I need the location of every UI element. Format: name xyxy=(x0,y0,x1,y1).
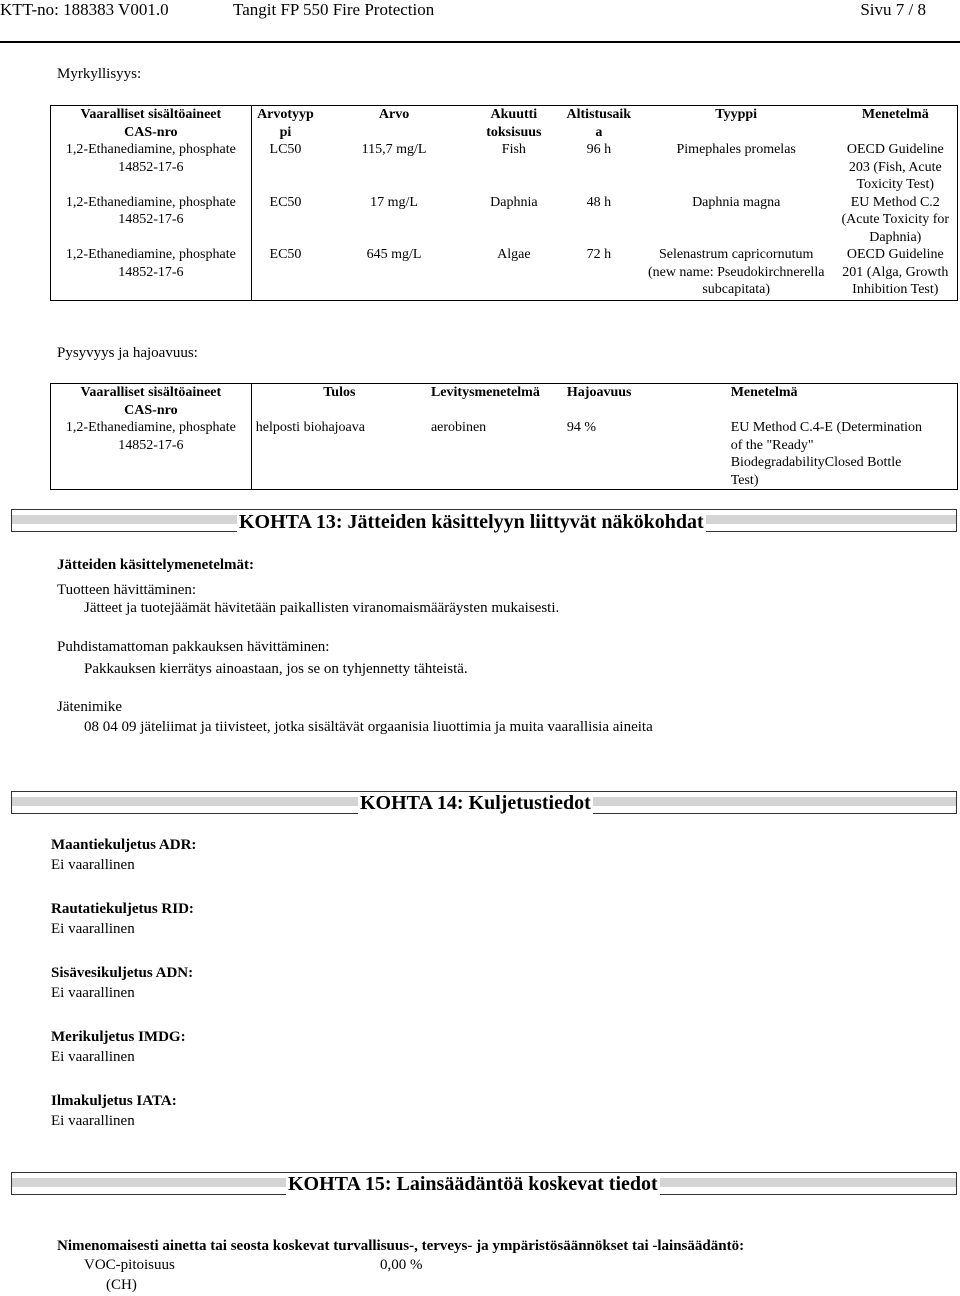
value: 115,7 mg/L xyxy=(361,142,427,157)
transport-label-rid: Rautatiekuljetus RID: xyxy=(51,901,194,917)
col-degradability: Hajoavuus xyxy=(566,385,632,400)
waste-code-text: 08 04 09 jäteliimat ja tiivisteet, jotka sisältävät orgaanisia liuottimia ja muita vaarallisia aineita xyxy=(84,719,653,735)
value: 17 mg/L xyxy=(370,194,418,210)
substance-name: 1,2-Ethanediamine, phosphate xyxy=(65,142,236,157)
page-header xyxy=(0,0,960,22)
product-disposal-label: Tuotteen hävittäminen: xyxy=(57,582,197,598)
waste-methods-label: Jätteiden käsittelymenetelmät: xyxy=(57,557,255,573)
method-line: Inhibition Test) xyxy=(852,282,939,297)
acute-toxicity: Algae xyxy=(497,247,531,262)
value-type: EC50 xyxy=(251,246,319,301)
col-value-type-2: pi xyxy=(279,124,292,140)
section-14-title: KOHTA 14: Kuljetustiedot xyxy=(360,792,591,814)
col-acute-2: toksisuus xyxy=(486,124,542,140)
voc-note: (CH) xyxy=(106,1277,137,1293)
transport-label-imdg: Merikuljetus IMDG: xyxy=(51,1029,186,1045)
value-type: EC50 xyxy=(251,194,319,247)
col-species: Tyyppi xyxy=(715,107,758,122)
species: Selenastrum capricornutum xyxy=(659,247,814,262)
toxicity-heading: Myrkyllisyys: xyxy=(57,66,142,82)
packaging-disposal-text: Pakkauksen kierrätys ainoastaan, jos se on tyhjennetty tähteistä. xyxy=(84,661,468,677)
cas-number: 14852-17-6 xyxy=(118,264,184,280)
transport-label-iata: Ilmakuljetus IATA: xyxy=(51,1093,177,1109)
method-line: of the "Ready" xyxy=(730,437,814,453)
transport-value-rid: Ei vaarallinen xyxy=(51,921,135,937)
regulations-label: Nimenomaisesti ainetta tai seosta koskevat turvallisuus-, terveys- ja ympäristösäännökset tai -lainsäädäntö: xyxy=(57,1238,745,1254)
degradability: 94 % xyxy=(566,420,597,435)
substance-name: 1,2-Ethanediamine, phosphate xyxy=(65,247,236,262)
voc-value: 0,00 % xyxy=(380,1257,423,1273)
col-cas: CAS-nro xyxy=(124,402,178,418)
col-exposure-2: a xyxy=(595,124,603,140)
method-line: OECD Guideline xyxy=(846,142,944,157)
product-name: Tangit FP 550 Fire Protection xyxy=(233,0,435,19)
exposure-time: 72 h xyxy=(586,247,612,262)
method-line: 201 (Alga, Growth xyxy=(842,264,949,280)
exposure-time: 96 h xyxy=(586,142,612,157)
acute-toxicity: Daphnia xyxy=(490,194,538,210)
species: Pimephales promelas xyxy=(676,142,796,157)
substance-name: 1,2-Ethanediamine, phosphate xyxy=(65,194,236,210)
header-rule xyxy=(0,41,960,43)
table-row xyxy=(51,194,958,247)
toxicity-table xyxy=(50,105,958,301)
col-method: Menetelmä xyxy=(861,107,929,122)
species: Daphnia magna xyxy=(692,194,781,210)
product-disposal-text: Jätteet ja tuotejäämät hävitetään paikallisten viranomaismääräysten mukaisesti. xyxy=(84,600,560,616)
col-cas: CAS-nro xyxy=(124,124,178,140)
waste-code-label: Jätenimike xyxy=(57,699,122,715)
method-line: BiodegradabilityClosed Bottle xyxy=(730,455,902,470)
substance-name: 1,2-Ethanediamine, phosphate xyxy=(65,420,236,435)
col-acute-1: Akuutti xyxy=(490,107,538,122)
table-row xyxy=(51,419,958,490)
cas-number: 14852-17-6 xyxy=(118,437,184,453)
species: (new name: Pseudokirchnerella xyxy=(647,264,825,280)
exposure-time: 48 h xyxy=(586,194,612,210)
transport-value-imdg: Ei vaarallinen xyxy=(51,1049,135,1065)
toxicity-header-row xyxy=(51,106,958,142)
acute-toxicity: Fish xyxy=(501,142,526,157)
method-line: OECD Guideline xyxy=(846,247,944,262)
col-result: Tulos xyxy=(251,384,427,420)
table-row xyxy=(51,246,958,301)
method-line: EU Method C.4-E (Determination xyxy=(730,420,922,435)
table-row xyxy=(51,141,958,194)
section-15-title: KOHTA 15: Lainsäädäntöä koskevat tiedot xyxy=(288,1173,658,1195)
section-13-title: KOHTA 13: Jätteiden käsittelyyn liittyvät näkökohdat xyxy=(239,511,704,533)
method-line: Toxicity Test) xyxy=(856,177,935,192)
value: 645 mg/L xyxy=(366,247,422,262)
persistence-header-row xyxy=(51,384,958,420)
transport-value-adr: Ei vaarallinen xyxy=(51,857,135,873)
method-line: EU Method C.2 xyxy=(850,194,940,210)
species: subcapitata) xyxy=(702,282,770,297)
packaging-disposal-label: Puhdistamattoman pakkauksen hävittäminen: xyxy=(57,639,330,655)
method-line: Daphnia) xyxy=(869,229,922,245)
document-id: KTT-no: 188383 V001.0 xyxy=(0,0,169,19)
col-substance: Vaaralliset sisältöaineet xyxy=(80,385,222,400)
col-value-type-1: Arvotyyp xyxy=(257,107,314,122)
col-method: Menetelmä xyxy=(730,385,798,400)
transport-value-iata: Ei vaarallinen xyxy=(51,1113,135,1129)
application-method: aerobinen xyxy=(430,420,487,435)
transport-value-adn: Ei vaarallinen xyxy=(51,985,135,1001)
col-substance: Vaaralliset sisältöaineet xyxy=(80,107,222,122)
method-line: 203 (Fish, Acute xyxy=(848,159,942,175)
transport-label-adn: Sisävesikuljetus ADN: xyxy=(51,965,194,981)
voc-label: VOC-pitoisuus xyxy=(84,1257,175,1273)
result: helposti biohajoava xyxy=(251,419,427,490)
persistence-table xyxy=(50,383,958,490)
method-line: Test) xyxy=(730,472,759,488)
col-exposure-1: Altistusaik xyxy=(566,107,632,122)
transport-label-adr: Maantiekuljetus ADR: xyxy=(51,837,197,853)
cas-number: 14852-17-6 xyxy=(118,159,184,175)
col-value: Arvo xyxy=(378,107,410,122)
page-number: Sivu 7 / 8 xyxy=(860,0,926,19)
col-application: Levitysmenetelmä xyxy=(430,385,540,400)
value-type: LC50 xyxy=(251,141,319,194)
persistence-heading: Pysyvyys ja hajoavuus: xyxy=(57,345,198,361)
method-line: (Acute Toxicity for xyxy=(841,212,950,227)
cas-number: 14852-17-6 xyxy=(118,212,184,227)
